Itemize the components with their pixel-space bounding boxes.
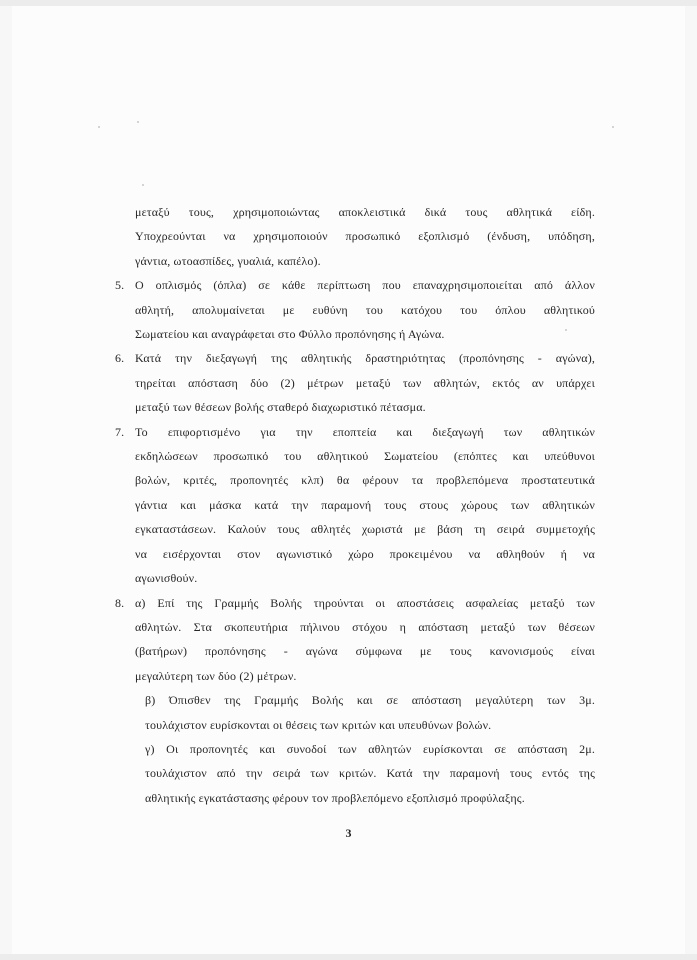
scan-speck — [98, 126, 100, 128]
list-item-8 — [115, 591, 595, 811]
list-item-6 — [115, 346, 595, 419]
text-line: μεγαλύτερη των δύο (2) μέτρων. — [135, 668, 297, 683]
text-line: Κατά την διεξαγωγή της αθλητικής δραστηριότητας (προπόνησης - αγώνα), — [135, 351, 595, 366]
text-line: (βατήρων) προπόνησης - αγώνα σύμφωνα με τους κανονισμούς είναι — [135, 644, 595, 659]
document-body — [115, 200, 595, 810]
text-line: Ο οπλισμός (όπλα) σε κάθε περίπτωση που επαναχρησιμοποιείται από άλλον — [135, 278, 595, 293]
text-line: γάντια και μάσκα κατά την παραμονή τους στους χώρους των αθλητικών — [135, 497, 595, 512]
text-line: αγωνισθούν. — [135, 571, 198, 586]
text-line: Σωματείου και αναγράφεται στο Φύλλο προπόνησης ή Αγώνα. — [135, 327, 445, 342]
subparagraph-c — [135, 737, 595, 810]
list-item-number: 5. — [115, 278, 125, 293]
page-number: 3 — [345, 826, 352, 840]
text-line: γ) Οι προπονητές και συνοδοί των αθλητών ευρίσκονται σε απόσταση 2μ. — [145, 741, 595, 756]
text-line: γάντια, ωτοασπίδες, γυαλιά, καπέλο). — [135, 253, 321, 268]
text-line: εκδηλώσεων προσωπικό του αθλητικού Σωματείου (επόπτες και υπεύθυνοι — [135, 449, 595, 464]
scan-speck — [137, 121, 139, 123]
text-line: Το επιφορτισμένο για την εποπτεία και διεξαγωγή των αθλητικών — [135, 424, 595, 439]
text-line: αθλητών. Στα σκοπευτήρια πήλινου στόχου η απόσταση μεταξύ των θέσεων — [135, 619, 595, 634]
text-line: εγκαταστάσεων. Καλούν τους αθλητές χωριστά με βάση τη σειρά συμμετοχής — [135, 522, 595, 537]
text-line: βολών, κριτές, προπονητές κλπ) θα φέρουν τα προβλεπόμενα προστατευτικά — [135, 473, 595, 488]
text-line: αθλητικής εγκατάστασης φέρουν τον προβλεπόμενο εξοπλισμό προφύλαξης. — [145, 790, 525, 805]
scan-speck — [142, 184, 144, 186]
scan-speck — [612, 126, 614, 128]
text-line: τουλάχιστον ευρίσκονται οι θέσεις των κριτών και υπευθύνων βολών. — [145, 717, 492, 732]
list-item-number: 8. — [115, 595, 125, 610]
text-line: μεταξύ των θέσεων βολής σταθερό διαχωριστικό πέτασμα. — [135, 400, 426, 415]
text-line: Υποχρεούνται να χρησιμοποιούν προσωπικό εξοπλισμό (ένδυση, υπόδηση, — [135, 229, 595, 244]
text-line: μεταξύ τους, χρησιμοποιώντας αποκλειστικά δικά τους αθλητικά είδη. — [135, 205, 595, 219]
text-line: β) Όπισθεν της Γραμμής Βολής και σε απόσταση μεγαλύτερη των 3μ. — [145, 693, 595, 708]
text-line: τουλάχιστον από την σειρά των κριτών. Κατά την παραμονή τους εντός της — [145, 766, 595, 781]
text-line: να εισέρχονται στον αγωνιστικό χώρο προκειμένου να αθληθούν ή να — [135, 546, 595, 561]
text-line: αθλητή, απολυμαίνεται με ευθύνη του κατόχου του όπλου αθλητικού — [135, 302, 595, 317]
list-item-7 — [115, 420, 595, 591]
list-item-5 — [115, 273, 595, 346]
text-line: α) Επί της Γραμμής Βολής τηρούνται οι αποστάσεις ασφαλείας μεταξύ των — [135, 595, 595, 610]
intro-paragraph — [135, 200, 595, 273]
subparagraph-b — [135, 688, 595, 737]
scan-bottom-edge — [0, 954, 697, 960]
list-item-number: 6. — [115, 351, 125, 366]
list-item-number: 7. — [115, 424, 125, 439]
text-line: τηρείται απόσταση δύο (2) μέτρων μεταξύ των αθλητών, εκτός αν υπάρχει — [135, 375, 595, 390]
